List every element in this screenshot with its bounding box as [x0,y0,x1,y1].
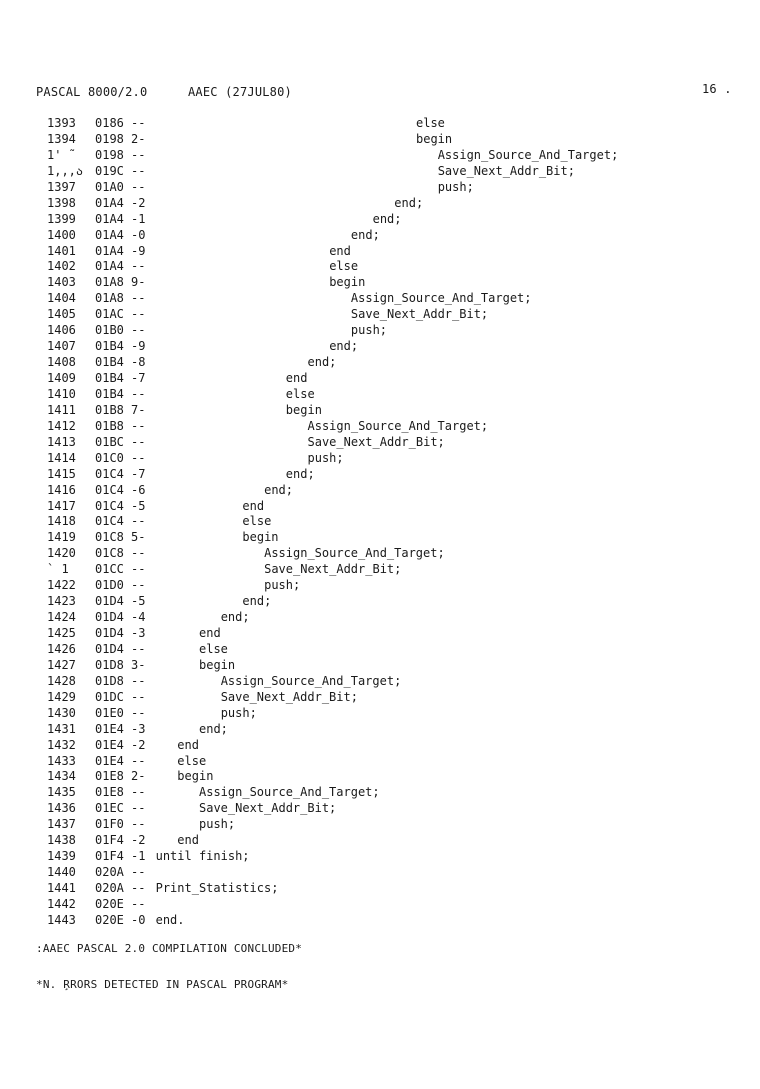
source-code: end; [307,355,337,370]
nesting-level: -- [131,259,146,274]
address: 01B8 [95,402,124,417]
address: 020E [95,912,124,927]
address: 01C8 [95,530,124,545]
address: 01F0 [95,817,124,832]
nesting-level: -- [131,801,146,816]
listing-line [47,371,747,387]
listing-line [47,578,747,594]
nesting-level: -0 [131,912,146,927]
listing-line [47,228,747,244]
nesting-level: -- [131,514,146,529]
address: 0198 [95,147,124,162]
listing-line [47,754,747,770]
source-code: begin [329,275,366,290]
line-number: 1418 [47,514,76,529]
address: 01B0 [95,323,124,338]
line-number: 1412 [47,418,76,433]
source-code: else [242,514,272,529]
nesting-level: -- [131,546,146,561]
address: 01E0 [95,705,124,720]
line-number: 1408 [47,355,76,370]
source-code: Save_Next_Addr_Bit; [350,307,489,322]
source-code: push; [307,450,344,465]
listing-line [47,562,747,578]
listing-line [47,116,747,132]
line-number: 1435 [47,785,76,800]
listing-line [47,849,747,865]
nesting-level: -3 [131,721,146,736]
listing-line [47,483,747,499]
source-code: end; [285,466,315,481]
nesting-level: -- [131,673,146,688]
line-number: 1423 [47,594,76,609]
listing-line [47,897,747,913]
listing-line [47,467,747,483]
listing-line [47,275,747,291]
source-code: else [177,753,207,768]
address: 01D8 [95,673,124,688]
listing-line [47,626,747,642]
source-code: push; [220,705,257,720]
source-code: end [177,737,199,752]
listing-line [47,212,747,228]
address: 01A8 [95,275,124,290]
nesting-level: -- [131,896,146,911]
source-code: end; [220,610,250,625]
line-number: 1401 [47,243,76,258]
nesting-level: -0 [131,227,146,242]
address: 01B8 [95,418,124,433]
line-number: 1438 [47,833,76,848]
listing-line [47,674,747,690]
line-number: 1428 [47,673,76,688]
address: 01C4 [95,482,124,497]
source-code: begin [242,530,279,545]
line-number: 1431 [47,721,76,736]
address: 01E4 [95,721,124,736]
listing-line [47,706,747,722]
line-number: 1434 [47,769,76,784]
nesting-level: -- [131,147,146,162]
address: 01D4 [95,594,124,609]
listing-line [47,801,747,817]
address: 0198 [95,131,124,146]
source-code: Assign_Source_And_Target; [264,546,445,561]
nesting-level: -9 [131,243,146,258]
source-code: begin [285,402,322,417]
listing-line [47,355,747,371]
address: 020A [95,865,124,880]
line-number: 1430 [47,705,76,720]
listing-line [47,690,747,706]
listing-line [47,259,747,275]
source-code: Assign_Source_And_Target; [307,418,489,433]
listing-line [47,865,747,881]
address: 01BC [95,434,124,449]
address: 01B4 [95,339,124,354]
address: 01A4 [95,227,124,242]
source-code: begin [416,131,453,146]
nesting-level: -3 [131,626,146,640]
nesting-level: -- [131,434,146,449]
listing-line [47,164,747,180]
nesting-level: -- [131,578,146,593]
address: 01A4 [95,211,124,226]
source-code: end [199,626,221,640]
source-code: push; [199,817,236,832]
line-number: 1,,,ა [47,163,84,178]
nesting-level: -- [131,116,146,130]
source-code: end [329,243,351,258]
listing-line [47,546,747,562]
source-code: end; [264,482,293,497]
listing-line [47,610,747,626]
line-number: 1403 [47,275,76,290]
line-number: 1422 [47,578,76,593]
nesting-level: -8 [131,355,146,370]
nesting-level: -- [131,641,146,656]
listing-header-compiler: PASCAL 8000/2.0 [36,85,148,99]
line-number: 1404 [47,291,76,306]
address: 01C8 [95,546,124,561]
address: 01F4 [95,849,124,864]
line-number: ` 1 [47,562,69,577]
nesting-level: -- [131,785,146,800]
nesting-level: -- [131,179,146,194]
listing-line [47,132,747,148]
address: 01D4 [95,626,124,640]
nesting-level: -- [131,163,146,178]
nesting-level: -- [131,881,146,895]
nesting-level: -- [131,705,146,720]
source-code: end [285,371,308,385]
line-number: 1409 [47,371,76,385]
address: 01E4 [95,753,124,768]
line-number: 1402 [47,259,76,274]
source-code: end; [394,195,424,210]
nesting-level: -- [131,689,146,704]
line-number: 1441 [47,881,76,895]
nesting-level: -2 [131,833,146,848]
listing-line [47,323,747,339]
nesting-level: -- [131,817,146,832]
line-number: 1419 [47,530,76,545]
listing-line [47,403,747,419]
address: 01A0 [95,179,124,194]
source-code: end; [199,721,228,736]
nesting-level: 2- [131,131,146,146]
address: 01E8 [95,785,124,800]
nesting-level: 5- [131,530,146,545]
line-number: 1414 [47,450,76,465]
listing-line [47,387,747,403]
line-number: 1394 [47,131,76,146]
nesting-level: -6 [131,482,146,497]
listing-line [47,594,747,610]
address: 01A4 [95,243,124,258]
line-number: 1' ˜ [47,147,76,162]
line-number: 1399 [47,211,76,226]
line-number: 1442 [47,896,76,911]
source-code: push; [264,578,301,593]
source-code: end; [329,339,359,354]
nesting-level: 7- [131,402,146,417]
address: 01D0 [95,578,124,593]
listing-line [47,833,747,849]
line-number: 1420 [47,546,76,561]
address: 01AC [95,307,124,322]
source-code: Assign_Source_And_Target; [220,673,402,688]
address: 01A8 [95,291,124,306]
nesting-level: 2- [131,769,146,784]
source-code: Save_Next_Addr_Bit; [264,562,402,577]
nesting-level: -7 [131,371,146,385]
nesting-level: -5 [131,498,146,513]
nesting-level: -- [131,323,146,338]
line-number: 1429 [47,689,76,704]
listing-line [47,180,747,196]
address: 01D8 [95,657,124,672]
line-number: 1407 [47,339,76,354]
source-code: begin [177,769,214,784]
listing-header-site-date: AAEC (27JUL80) [188,85,292,99]
line-number: 1406 [47,323,76,338]
source-code: end; [242,594,272,609]
source-code: Assign_Source_And_Target; [350,291,532,306]
line-number: 1398 [47,195,76,210]
listing-line [47,419,747,435]
listing-line [47,817,747,833]
address: 01DC [95,689,124,704]
source-code: end; [372,211,402,226]
nesting-level: -1 [131,849,146,864]
source-code: Save_Next_Addr_Bit; [220,689,358,704]
listing-line [47,722,747,738]
line-number: 1427 [47,657,76,672]
nesting-level: -- [131,753,146,768]
address: 020A [95,881,124,895]
address: 01C4 [95,498,124,513]
source-code: Save_Next_Addr_Bit; [437,163,575,178]
source-code: begin [199,657,236,672]
address: 0186 [95,116,124,130]
nesting-level: 3- [131,657,146,672]
line-number: 1417 [47,498,76,513]
address: 020E [95,896,124,911]
nesting-level: -1 [131,211,146,226]
listing-line [47,196,747,212]
nesting-level: -4 [131,610,146,625]
line-number: 1425 [47,626,76,640]
nesting-level: 9- [131,275,146,290]
address: 01F4 [95,833,124,848]
source-listing [47,116,747,929]
nesting-level: -9 [131,339,146,354]
listing-line [47,881,747,897]
listing-line [47,307,747,323]
line-number: 1405 [47,307,76,322]
line-number: 1437 [47,817,76,832]
nesting-level: -2 [131,737,146,752]
address: 01EC [95,801,124,816]
source-code: else [285,386,315,401]
address: 01B4 [95,355,124,370]
nesting-level: -5 [131,594,146,609]
listing-line [47,499,747,515]
address: 01A4 [95,195,124,210]
source-code: else [416,116,445,130]
source-code: else [199,641,228,656]
address: 01D4 [95,610,124,625]
listing-line [47,514,747,530]
listing-line [47,913,747,929]
source-code: push; [350,323,388,338]
source-code: push; [437,179,474,194]
listing-line [47,244,747,260]
address: 01E8 [95,769,124,784]
source-code: until finish; [155,849,250,864]
line-number: 1415 [47,466,76,481]
line-number: 1410 [47,386,76,401]
listing-line [47,435,747,451]
address: 01B4 [95,371,124,385]
listing-line [47,769,747,785]
line-number: 1397 [47,179,76,194]
listing-line [47,451,747,467]
source-code: Save_Next_Addr_Bit; [307,434,445,449]
listing-line [47,642,747,658]
address: 01CC [95,562,124,577]
listing-line [47,530,747,546]
line-number: 1440 [47,865,76,880]
no-errors-message: *N. ̧RRORS DETECTED IN PASCAL PROGRAM* [36,978,289,991]
listing-line [47,658,747,674]
nesting-level: -- [131,450,146,465]
listing-line [47,738,747,754]
nesting-level: -- [131,865,146,880]
address: 01B4 [95,386,124,401]
listing-line [47,148,747,164]
line-number: 1443 [47,912,76,927]
address: 01C4 [95,466,124,481]
line-number: 1411 [47,402,76,417]
listing-line [47,785,747,801]
nesting-level: -7 [131,466,146,481]
address: 019C [95,163,124,178]
address: 01D4 [95,641,124,656]
source-code: Assign_Source_And_Target; [437,147,619,162]
source-code: Save_Next_Addr_Bit; [199,801,337,816]
source-code: Print_Statistics; [155,881,279,895]
line-number: 1416 [47,482,76,497]
line-number: 1436 [47,801,76,816]
nesting-level: -- [131,418,146,433]
line-number: 1432 [47,737,76,752]
line-number: 1426 [47,641,76,656]
line-number: 1400 [47,227,76,242]
line-number: 1393 [47,116,76,130]
line-number: 1424 [47,610,76,625]
nesting-level: -- [131,307,146,322]
address: 01E4 [95,737,124,752]
listing-line [47,339,747,355]
page-number: 16 . [702,82,732,96]
source-code: Assign_Source_And_Target; [199,785,380,800]
nesting-level: -- [131,562,146,577]
address: 01C4 [95,514,124,529]
line-number: 1433 [47,753,76,768]
line-number: 1439 [47,849,76,864]
nesting-level: -2 [131,195,146,210]
nesting-level: -- [131,291,146,306]
source-code: else [329,259,359,274]
line-number: 1413 [47,434,76,449]
address: 01A4 [95,259,124,274]
source-code: end [177,833,199,848]
compilation-concluded-message: :AAEC PASCAL 2.0 COMPILATION CONCLUDED* [36,942,303,955]
source-code: end; [350,227,380,242]
address: 01C0 [95,450,124,465]
source-code: end [242,498,265,513]
nesting-level: -- [131,386,146,401]
source-code: end. [155,912,185,927]
listing-line [47,291,747,307]
